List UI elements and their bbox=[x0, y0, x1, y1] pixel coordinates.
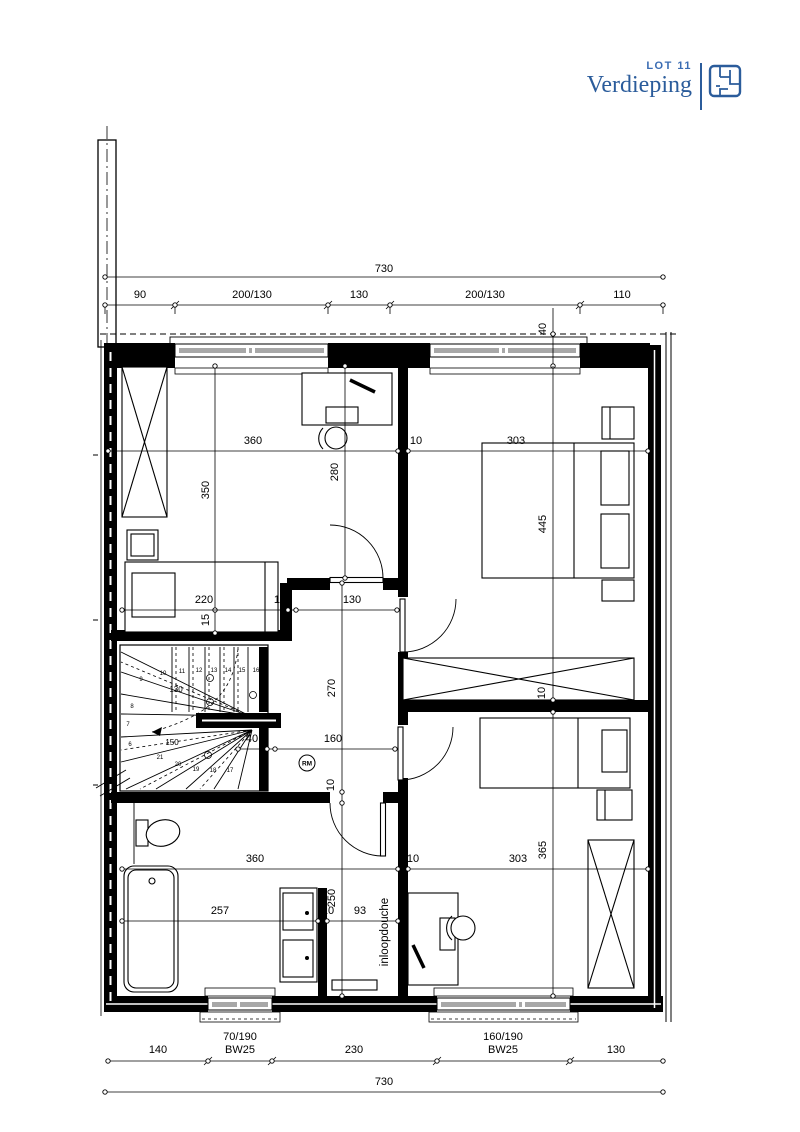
dresser bbox=[127, 530, 158, 560]
dim-door-opening: 130 bbox=[342, 594, 362, 606]
dim-lower-right-width: 303 bbox=[508, 853, 528, 865]
bedroom-upper-left-furniture bbox=[122, 367, 392, 632]
step-number: 17 bbox=[226, 768, 234, 774]
dim-hall-width: 160 bbox=[323, 733, 343, 745]
shower-label: inloopdouche bbox=[379, 897, 391, 967]
nightstand bbox=[597, 790, 632, 820]
step-number: 10 bbox=[159, 671, 167, 677]
lot-label: LOT 11 bbox=[646, 60, 692, 72]
dim-top-4: 200/130 bbox=[465, 289, 505, 301]
step-number: 12 bbox=[195, 668, 203, 674]
dim-bottom-2: 230 bbox=[344, 1044, 364, 1056]
window-north-2 bbox=[430, 344, 580, 374]
dim-lower-left-width: 360 bbox=[245, 853, 265, 865]
dim-lower-right-depth: 365 bbox=[537, 840, 549, 860]
dim-hall-wall-2: 10 bbox=[325, 778, 337, 792]
step-number: 19 bbox=[192, 767, 200, 773]
dim-gap-15: 15 bbox=[200, 613, 212, 627]
dim-win2-code: BW25 bbox=[488, 1044, 518, 1056]
nightstand bbox=[602, 580, 634, 601]
dim-bottom-total: 730 bbox=[374, 1076, 394, 1088]
step-number: 14 bbox=[224, 668, 232, 674]
annotations bbox=[299, 755, 315, 771]
window-south-2 bbox=[429, 988, 578, 1022]
dim-win1-code: BW25 bbox=[225, 1044, 255, 1056]
desk bbox=[302, 373, 392, 425]
smoke-detector-label: RM bbox=[301, 760, 313, 768]
bed-double bbox=[482, 443, 634, 578]
dim-top-3: 130 bbox=[349, 289, 369, 301]
step-number: 21 bbox=[156, 755, 164, 761]
dim-top-5: 110 bbox=[613, 289, 631, 301]
dim-top-2: 200/130 bbox=[232, 289, 272, 301]
bathroom-fixtures bbox=[124, 803, 377, 992]
dim-shower-length: 250 bbox=[326, 888, 338, 908]
dim-win1-size: 70/190 bbox=[223, 1031, 257, 1043]
step-number: 20 bbox=[174, 762, 182, 768]
dim-window-offset: 40 bbox=[537, 322, 549, 336]
dim-top-1: 90 bbox=[133, 289, 147, 301]
dim-bed-width: 220 bbox=[194, 594, 214, 606]
step-number: 11 bbox=[178, 669, 186, 675]
double-washbasin bbox=[280, 888, 317, 982]
page-title: Verdieping bbox=[586, 72, 692, 98]
stair-dim-b: 150 bbox=[165, 738, 179, 747]
dim-upper-right-width: 303 bbox=[506, 435, 526, 447]
step-number: 9 bbox=[139, 677, 143, 683]
dim-shower-width: 93 bbox=[353, 905, 367, 917]
dim-upper-right-depth: 445 bbox=[537, 514, 549, 534]
door-bathroom bbox=[330, 803, 386, 856]
desk-chair bbox=[319, 427, 347, 449]
dim-bottom-3: 130 bbox=[606, 1044, 626, 1056]
step-number: 6 bbox=[128, 742, 132, 748]
dim-desk-depth: 280 bbox=[329, 462, 341, 482]
dim-hall-wall: 10 bbox=[273, 594, 287, 606]
chimney bbox=[98, 126, 116, 362]
window-south-1 bbox=[200, 988, 280, 1022]
step-number: 13 bbox=[210, 668, 218, 674]
dim-upper-left-depth: 350 bbox=[200, 480, 212, 500]
step-number: 15 bbox=[238, 668, 246, 674]
wardrobe bbox=[588, 840, 634, 988]
dim-hall-length: 270 bbox=[326, 678, 338, 698]
shower-drain bbox=[332, 980, 377, 990]
bed-single bbox=[480, 718, 630, 788]
door-bedroom-upper-right bbox=[400, 599, 456, 652]
dim-lower-wall: 10 bbox=[406, 853, 420, 865]
dim-top-total: 730 bbox=[374, 263, 394, 275]
dim-win2-size: 160/190 bbox=[483, 1031, 523, 1043]
dim-wardrobe-wall: 10 bbox=[536, 686, 548, 700]
wardrobe-low bbox=[403, 658, 634, 700]
door-bedroom-upper-left bbox=[330, 525, 383, 583]
dim-bottom-1: 140 bbox=[148, 1044, 168, 1056]
door-bedroom-lower-right bbox=[398, 727, 453, 780]
step-number: 18 bbox=[209, 768, 217, 774]
dim-upper-left-width: 360 bbox=[243, 435, 263, 447]
dim-stair-landing: 40 bbox=[245, 733, 259, 745]
step-number: 7 bbox=[126, 722, 130, 728]
nightstand bbox=[602, 407, 634, 439]
dim-upper-wall: 10 bbox=[409, 435, 423, 447]
toilet bbox=[136, 816, 183, 850]
stair-dim-a: 130 bbox=[169, 685, 183, 694]
bathtub bbox=[124, 866, 178, 992]
dim-bath-wall: 10 bbox=[321, 905, 335, 917]
step-number: 16 bbox=[252, 668, 260, 674]
step-number: 8 bbox=[130, 704, 134, 710]
window-north-1 bbox=[175, 344, 328, 374]
dim-bath-width: 257 bbox=[210, 905, 230, 917]
wardrobe bbox=[122, 367, 167, 517]
